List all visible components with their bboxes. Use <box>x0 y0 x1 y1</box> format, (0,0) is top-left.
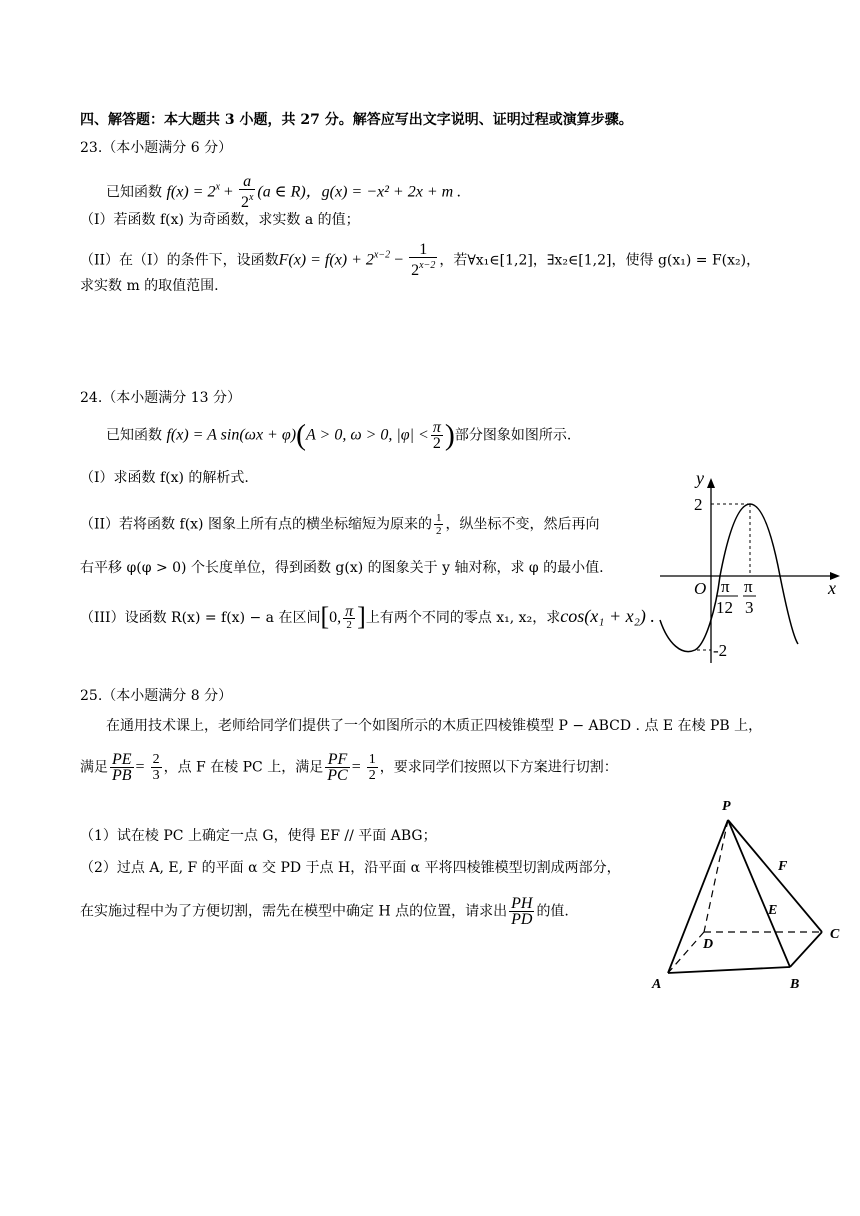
graph-tick1-den: 12 <box>716 598 733 617</box>
q25-frac2-eq: = <box>351 758 365 776</box>
edge-DA <box>668 932 704 973</box>
q23-fraction <box>239 174 255 211</box>
q23-frac-den: 2 <box>240 194 249 211</box>
graph-y-min-label: -2 <box>713 641 728 660</box>
q23-domain: (a ∈ R) <box>257 183 306 201</box>
q24-part2-a: （II）若将函数 f(x) 图象上所有点的横坐标缩短为原来的 <box>80 516 432 533</box>
q24-part3-frac-num: π <box>345 602 354 620</box>
q25-frac1-rden: 3 <box>152 768 160 783</box>
q24-cond-end: 部分图象如图所示. <box>454 427 572 444</box>
q24-part2-frac-num: 1 <box>435 512 442 524</box>
q24-part2 <box>80 512 599 537</box>
graph-tick2-den: 3 <box>745 598 754 617</box>
q23-intro: 已知函数 <box>106 184 162 201</box>
q25-conditions <box>80 752 618 783</box>
q23-part2-b: ，若∀x₁∈[1,2]，∃x₂∈[1,2]，使得 g(x₁) = F(x₂)， <box>439 252 761 269</box>
edge-BC <box>790 932 822 967</box>
q23-g-def: ，g(x) = −x² + 2x + m . <box>305 183 462 201</box>
q23-part2-frac-num: 1 <box>409 242 437 258</box>
vertex-E-label: E <box>768 903 778 918</box>
q25-part3 <box>80 896 569 927</box>
q24-right-paren: ) <box>444 418 455 452</box>
q23-part2-sup: x−2 <box>373 249 391 261</box>
q25-cond-c: ，要求同学们按照以下方案进行切割： <box>379 759 618 776</box>
q25-frac2-rnum: 1 <box>368 752 376 767</box>
q24-part3-fraction <box>343 602 355 631</box>
q25-intro: 在通用技术课上，老师给同学们提供了一个如图所示的木质正四棱锥模型 P − ABCD . 点 E 在棱 PB 上， <box>106 718 763 734</box>
q24-part1: （I）求函数 f(x) 的解析式. <box>80 470 249 486</box>
q23-f-def: f(x) = 2 <box>166 183 216 201</box>
q23-part2-minus: − <box>390 251 408 269</box>
q24-part3-a: （III）设函数 R(x) = f(x) − a 在区间 <box>80 610 321 626</box>
vertex-A-label: A <box>652 977 662 992</box>
q25-frac1-value <box>151 752 162 783</box>
q24-part2-frac-den: 2 <box>435 525 442 537</box>
q23-part2-fraction <box>409 242 437 279</box>
q25-frac2-value <box>367 752 378 783</box>
q23-part2-frac-den: 2 <box>411 262 420 279</box>
q24-sine-graph <box>650 468 846 668</box>
q25-part3-frac-den: PD <box>511 911 533 928</box>
q25-frac2 <box>325 752 349 783</box>
q25-frac2-num: PF <box>325 752 349 768</box>
q25-header: 25.（本小题满分 8 分） <box>80 688 233 704</box>
q23-definition <box>106 174 461 211</box>
q24-cond-fraction <box>431 420 443 451</box>
q24-cond-a: A > 0, ω > 0, |φ| < <box>306 426 429 444</box>
q24-part3-frac-den: 2 <box>346 618 352 631</box>
q23-part2-F: F(x) = f(x) + 2 <box>278 251 374 269</box>
q25-part1: （1）试在棱 PC 上确定一点 G，使得 EF // 平面 ABG； <box>80 828 437 844</box>
q24-part3 <box>80 600 655 634</box>
edge-PD <box>704 820 728 932</box>
graph-origin-label: O <box>694 579 707 598</box>
y-axis-arrow-icon <box>707 478 715 488</box>
graph-y-max-label: 2 <box>694 495 703 514</box>
q23-part2 <box>80 242 760 279</box>
vertex-C-label: C <box>830 927 840 942</box>
q25-part3-b: 的值. <box>536 903 569 920</box>
graph-tick1-num: π <box>721 577 730 596</box>
graph-tick2-num: π <box>744 577 753 596</box>
q25-pyramid-figure <box>648 792 848 996</box>
q23-part1: （I）若函数 f(x) 为奇函数，求实数 a 的值； <box>80 212 360 228</box>
graph-x-label: x <box>828 578 836 598</box>
vertex-B-label: B <box>790 977 800 992</box>
q25-cond-a: 满足 <box>80 759 108 776</box>
q24-header: 24.（本小题满分 13 分） <box>80 390 241 406</box>
q25-frac1 <box>110 752 134 783</box>
q24-part3-b: 上有两个不同的零点 x₁, x₂，求 <box>365 610 561 626</box>
q24-cond-frac-num: π <box>432 419 441 436</box>
q25-frac2-rden: 2 <box>368 768 376 783</box>
q25-part3-fraction <box>509 896 534 927</box>
q24-definition <box>106 420 571 451</box>
q24-f-def: f(x) = A sin(ωx + φ) <box>166 426 297 444</box>
q25-frac1-num: PE <box>112 751 132 768</box>
q24-cond-frac-den: 2 <box>432 435 441 452</box>
edge-PB <box>728 820 790 967</box>
vertex-F-label: F <box>778 859 788 874</box>
q24-bracket-left: [ <box>320 602 330 631</box>
q24-part2-fraction <box>434 512 444 537</box>
q23-frac-den-sup: x <box>248 192 254 203</box>
section-heading: 四、解答题：本大题共 3 小题，共 27 分。解答应写出文字说明、证明过程或演算步骤。 <box>80 112 633 128</box>
vertex-P-label: P <box>722 799 731 814</box>
q23-header: 23.（本小题满分 6 分） <box>80 140 233 156</box>
graph-y-label: y <box>696 468 704 488</box>
q23-f-sup: x <box>215 181 220 193</box>
q25-part2: （2）过点 A, E, F 的平面 α 交 PD 于点 H，沿平面 α 平将四棱锥模型切割成两部分， <box>80 860 621 876</box>
q25-cond-b: ，点 F 在棱 PC 上，满足 <box>163 759 324 776</box>
q25-frac1-eq: = <box>135 758 149 776</box>
q24-part3-cos: cos(x₁ + x₂) . <box>560 606 655 626</box>
q24-left-paren: ( <box>296 418 307 452</box>
vertex-D-label: D <box>703 937 714 952</box>
edge-PA <box>668 820 728 973</box>
q25-frac1-rnum: 2 <box>152 752 160 767</box>
q25-frac2-den: PC <box>327 767 348 784</box>
q25-part3-a: 在实施过程中为了方便切割，需先在模型中确定 H 点的位置，请求出 <box>80 903 508 920</box>
q24-intro: 已知函数 <box>106 427 162 444</box>
q24-bracket-right: ] <box>357 602 366 631</box>
q23-plus: + <box>219 183 237 201</box>
q23-part2-frac-den-sup: x−2 <box>419 260 436 271</box>
q23-part2-c: 求实数 m 的取值范围. <box>80 278 219 294</box>
q23-frac-num: a <box>239 174 255 190</box>
q25-part3-frac-num: PH <box>511 895 533 912</box>
q25-frac1-den: PB <box>112 767 132 784</box>
q24-part2-c: 右平移 φ(φ > 0) 个长度单位，得到函数 g(x) 的图象关于 y 轴对称，求 φ 的最小值. <box>80 560 604 576</box>
q24-part2-b: ，纵坐标不变，然后再向 <box>445 516 600 533</box>
edge-AB <box>668 967 790 973</box>
q24-part3-interval-left: 0, <box>329 609 342 626</box>
q23-part2-a: （II）在（I）的条件下，设函数 <box>80 252 279 269</box>
